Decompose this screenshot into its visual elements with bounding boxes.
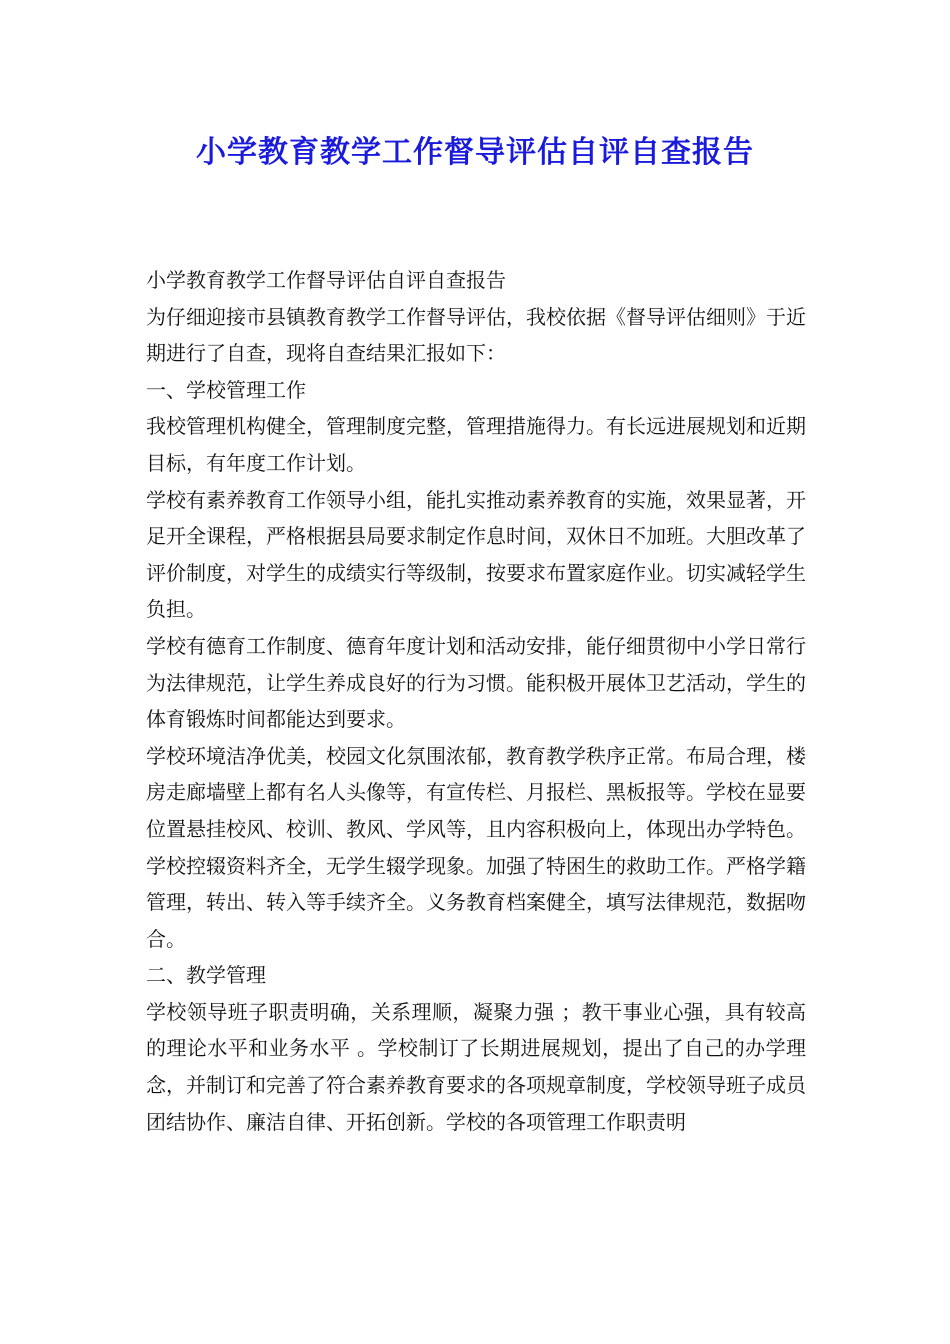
body-paragraph: 我校管理机构健全，管理制度完整，管理措施得力。有长远进展规划和近期目标，有年度工作计划。 (146, 414, 806, 475)
section-heading-school-management: 一、学校管理工作 (146, 377, 306, 402)
document-title: 小学教育教学工作督导评估自评自查报告 (196, 135, 754, 170)
body-paragraph: 学校环境洁净优美，校园文化氛围浓郁，教育教学秩序正常。布局合理，楼房走廊墙壁上都有名人头像等，有宣传栏、月报栏、黑板报等。学校在显要位置悬挂校风、校训、教风、学风等，且内容积极向上，体现出办学特色。 (146, 743, 806, 841)
body-paragraph-heading: 小学教育教学工作督导评估自评自查报告 (146, 268, 506, 292)
body-paragraph-intro: 为仔细迎接市县镇教育教学工作督导评估，我校依据《督导评估细则》于近期进行了自查，现将自查结果汇报如下： (146, 304, 806, 366)
section-heading-teaching-management: 二、教学管理 (146, 963, 266, 988)
body-paragraph: 学校领导班子职责明确，关系理顺，凝聚力强 ；教干事业心强，具有较高的理论水平和业务水平 。学校制订了长期进展规划，提出了自己的办学理念，并制订和完善了符合素养教育要求的各项规章制度，学校领导班子成员团结协作、廉洁自律、开拓创新。学校的各项管理工作职责明 (146, 999, 806, 1134)
body-paragraph: 学校有德育工作制度、德育年度计划和活动安排，能仔细贯彻中小学日常行为法律规范，让学生养成良好的行为习惯。能积极开展体卫艺活动，学生的体育锻炼时间都能达到要求。 (146, 633, 806, 732)
body-paragraph: 学校控辍资料齐全，无学生辍学现象。加强了特困生的救助工作。严格学籍管理，转出、转入等手续齐全。义务教育档案健全，填写法律规范，数据吻合。 (146, 853, 806, 951)
body-paragraph: 学校有素养教育工作领导小组，能扎实推动素养教育的实施，效果显著，开足开全课程，严格根据县局要求制定作息时间，双休日不加班。大胆改革了评价制度，对学生的成绩实行等级制，按要求布置家庭作业。切实减轻学生负担。 (146, 487, 806, 622)
document-body (146, 262, 806, 1140)
